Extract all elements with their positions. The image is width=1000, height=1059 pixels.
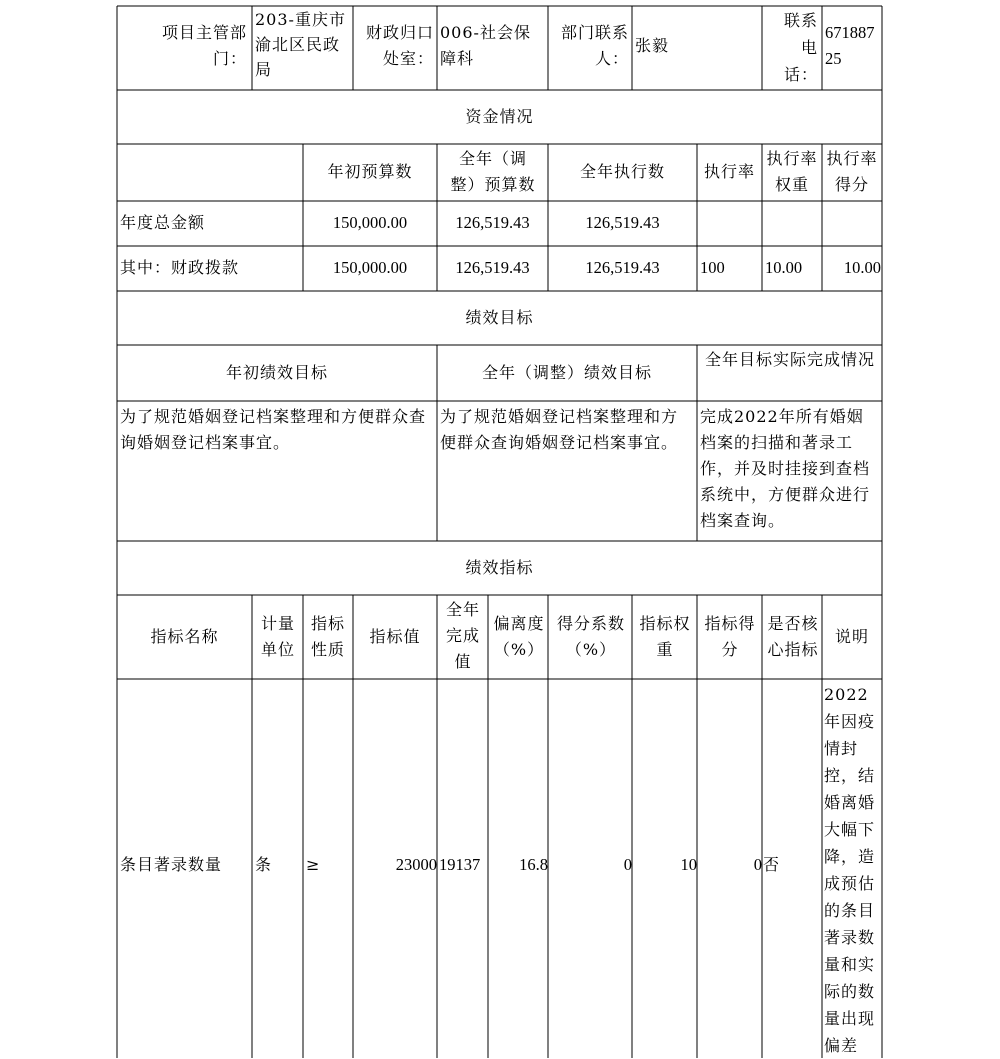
funds-col-weight: 执行率权重: [766, 149, 818, 194]
ind-row-nature: ≥: [306, 855, 321, 874]
ind-row-name: 条目著录数量: [120, 855, 223, 874]
ind-row-coefficient: 0: [623, 855, 632, 874]
ind-col-weight: 指标权重: [639, 614, 691, 659]
ind-row-score: 0: [753, 855, 762, 874]
funds-col-score: 执行率得分: [826, 149, 878, 194]
ind-col-score: 指标得分: [704, 614, 756, 659]
funds-col-rate: 执行率: [703, 162, 755, 181]
dept-value: 203-重庆市渝北区民政局: [255, 10, 346, 79]
ind-col-actual: 全年完成值: [445, 600, 480, 671]
funds-row-score: 10.00: [843, 258, 881, 277]
funds-row-weight: 10.00: [765, 258, 803, 277]
goals-col-actual: 全年目标实际完成情况: [704, 350, 875, 369]
ind-row-deviation: 16.8: [519, 855, 548, 874]
funds-row-initial: 150,000.00: [332, 213, 408, 232]
funds-row-executed: 126,519.43: [585, 258, 660, 277]
indicators-section-title: 绩效指标: [465, 558, 534, 577]
funds-col-executed: 全年执行数: [579, 162, 665, 181]
funds-row-rate: 100: [700, 258, 725, 277]
funds-col-initial: 年初预算数: [327, 162, 413, 181]
ind-col-note: 说明: [834, 627, 869, 646]
ind-row-value: 23000: [395, 855, 437, 874]
goals-col-initial: 年初绩效目标: [225, 363, 328, 382]
ind-col-core: 是否核心指标: [767, 614, 819, 659]
contact-value: 张毅: [635, 36, 670, 55]
ind-col-deviation: 偏离度（%）: [493, 614, 545, 659]
funds-row-name: 其中：财政拨款: [120, 258, 240, 277]
ind-row-unit: 条: [255, 855, 273, 874]
ind-col-unit: 计量单位: [260, 614, 295, 659]
phone-label: 联系电话：: [783, 11, 818, 84]
dept-label: 项目主管部门：: [161, 23, 247, 68]
funds-row-name: 年度总金额: [120, 213, 206, 232]
goals-initial-text: 为了规范婚姻登记档案整理和方便群众查询婚姻登记档案事宜。: [120, 407, 427, 452]
ind-row-weight: 10: [680, 855, 697, 874]
funds-row-adjusted: 126,519.43: [455, 258, 530, 277]
ind-col-nature: 指标性质: [310, 614, 345, 659]
phone-value: 67188725: [825, 23, 875, 68]
ind-row-actual: 19137: [439, 855, 481, 874]
funds-col-adjusted: 全年（调整）预算数: [450, 149, 536, 194]
finance-label: 财政归口处室：: [365, 23, 434, 68]
funds-row-executed: 126,519.43: [585, 213, 660, 232]
ind-col-value: 指标值: [369, 627, 421, 646]
goals-actual-text: 完成2022年所有婚姻档案的扫描和著录工作，并及时挂接到查档系统中，方便群众进行档案查询。: [700, 407, 871, 530]
ind-row-core: 否: [763, 855, 781, 874]
funds-section-title: 资金情况: [465, 107, 534, 126]
finance-value: 006-社会保障科: [440, 23, 531, 68]
ind-col-coefficient: 得分系数（%）: [556, 614, 625, 659]
funds-row-adjusted: 126,519.43: [455, 213, 530, 232]
goals-adjusted-text: 为了规范婚姻登记档案整理和方便群众查询婚姻登记档案事宜。: [440, 407, 679, 452]
funds-row-initial: 150,000.00: [332, 258, 408, 277]
goals-col-adjusted: 全年（调整）绩效目标: [481, 363, 652, 382]
contact-label: 部门联系人：: [560, 23, 629, 68]
ind-row-note: 2022年因疫情封控，结婚离婚大幅下降，造成预估的条目著录数量和实际的数量出现偏差: [824, 685, 876, 1055]
goals-section-title: 绩效目标: [465, 308, 534, 327]
ind-col-name: 指标名称: [150, 627, 219, 646]
